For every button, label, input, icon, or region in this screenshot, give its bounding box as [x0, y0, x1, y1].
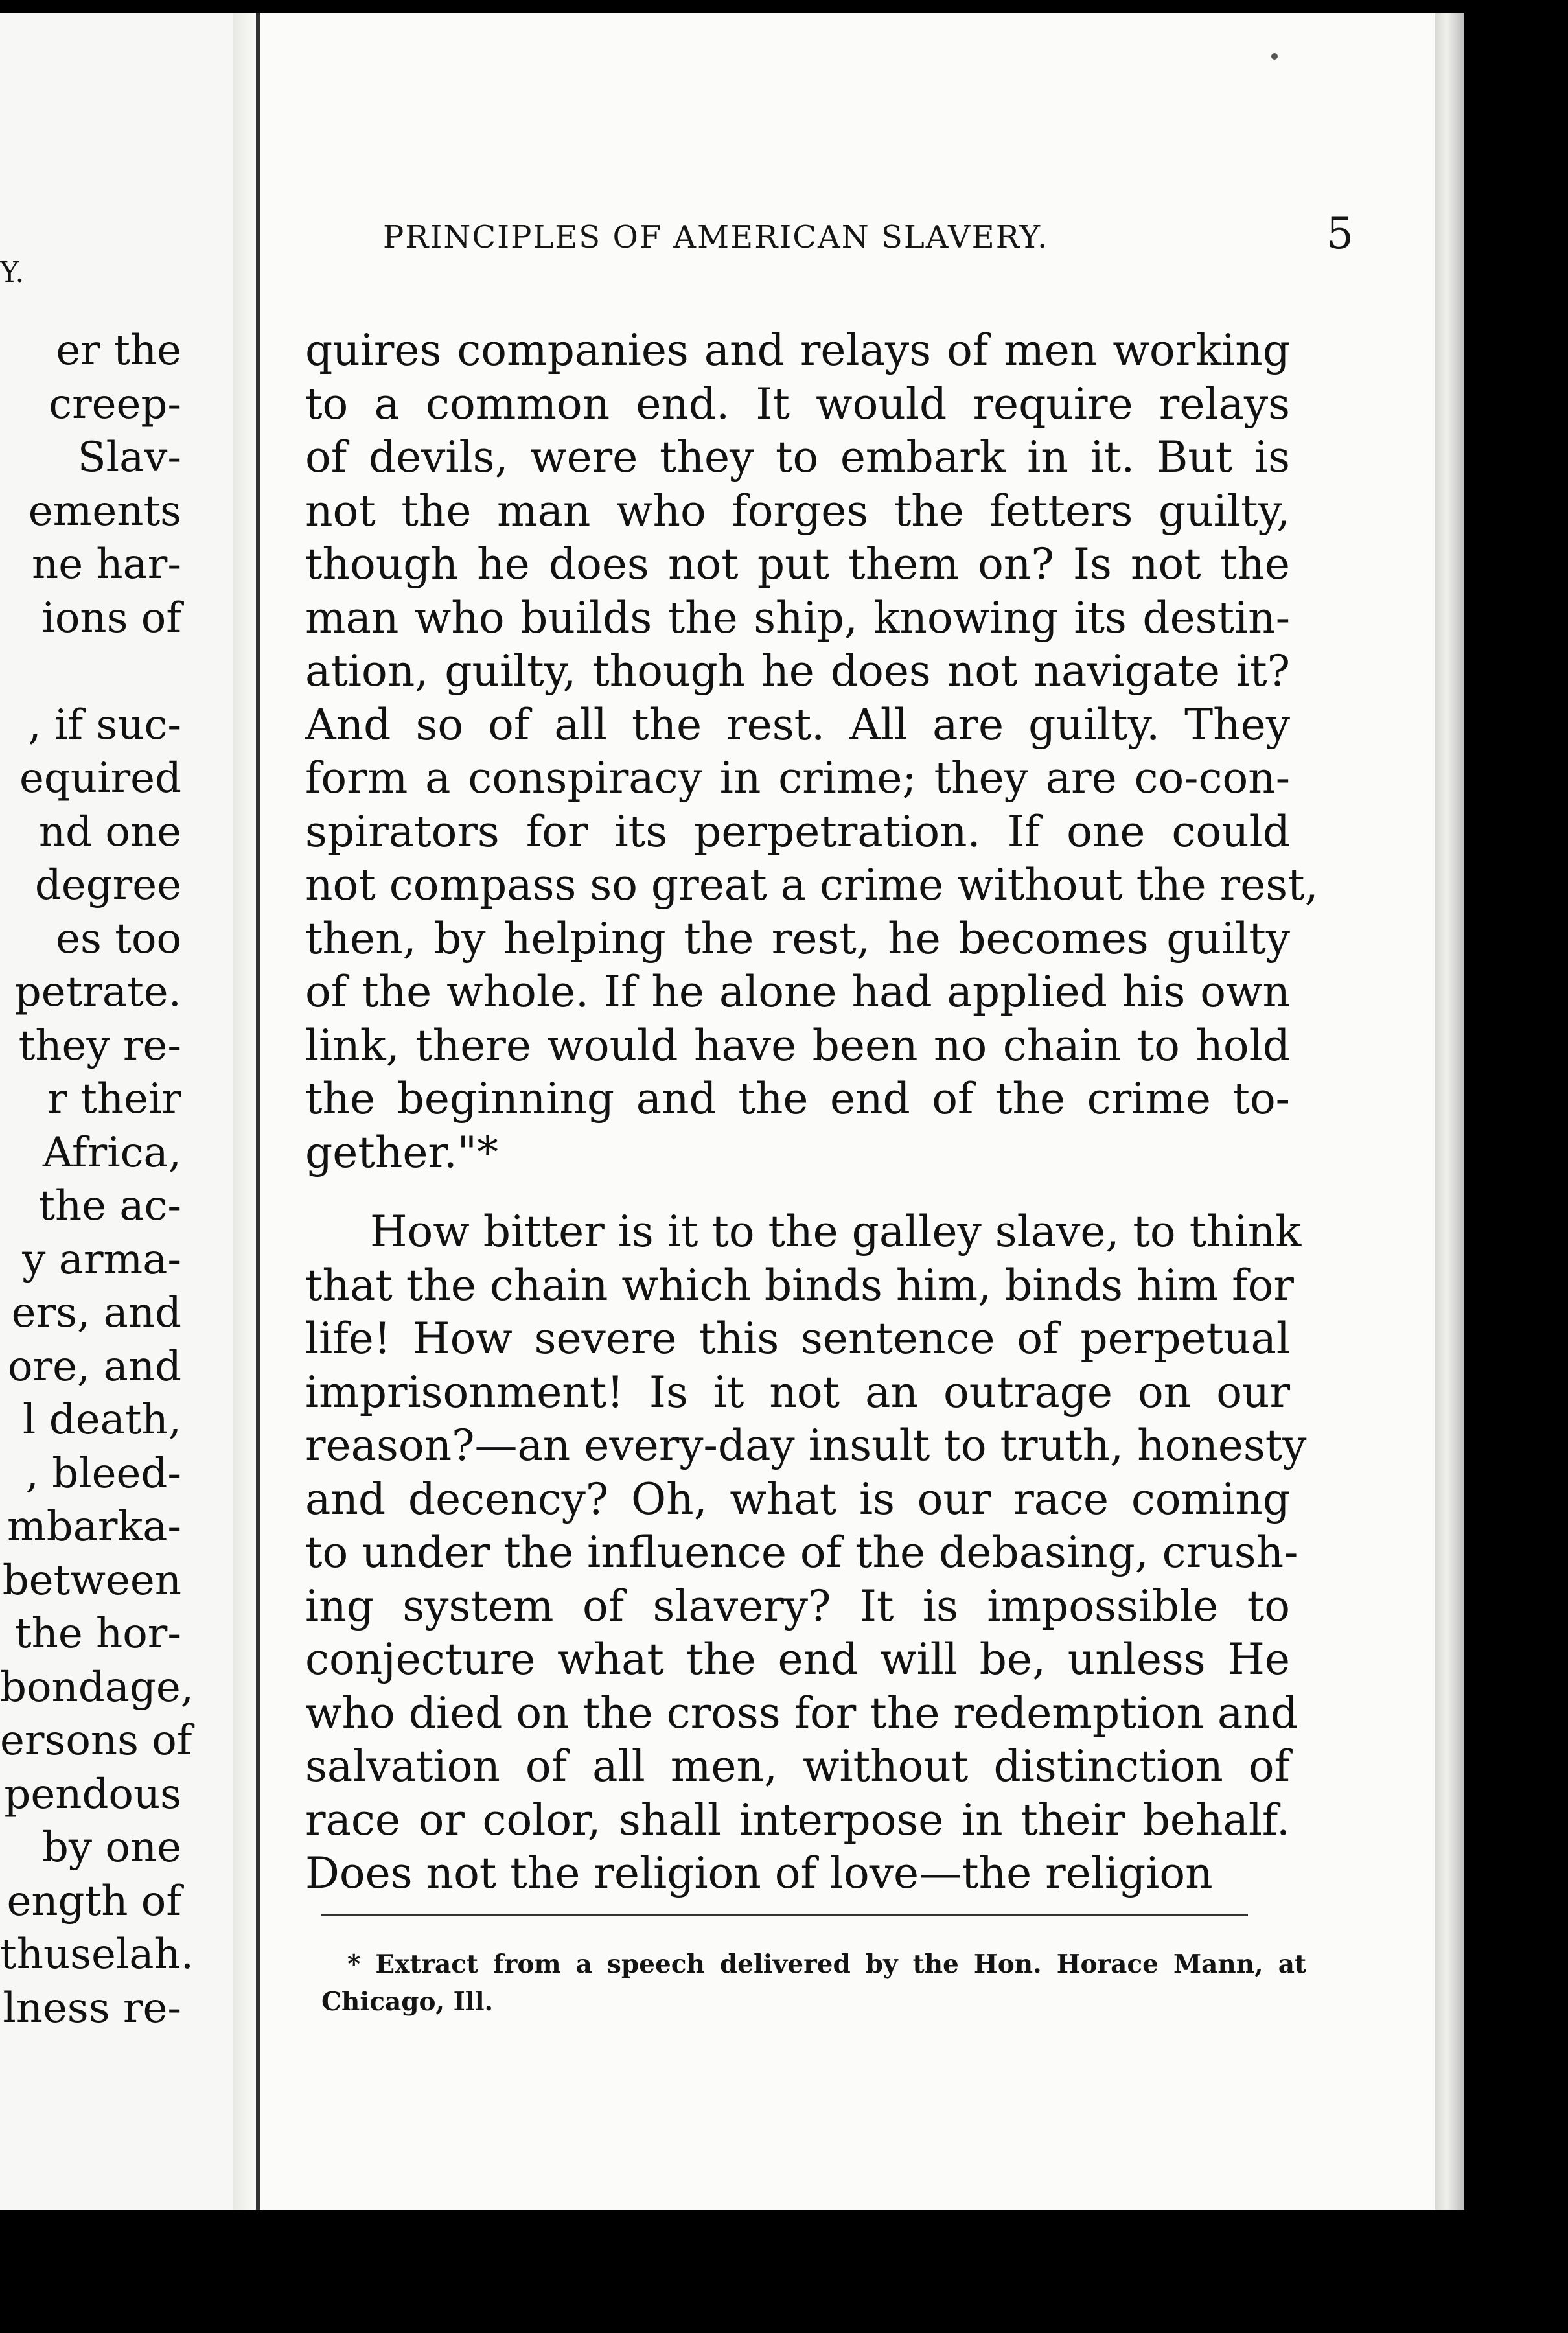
- previous-page-line: r their: [47, 1075, 181, 1123]
- text-line: to under the influence of the debasing, crush-: [305, 1527, 1298, 1577]
- previous-page-line: ength of: [6, 1877, 181, 1925]
- text-line: to a common end. It would require relays: [305, 378, 1290, 429]
- text-line: the beginning and the end of the crime to-: [305, 1074, 1290, 1124]
- previous-page-header: Y.: [0, 256, 25, 289]
- previous-page-line: they re-: [18, 1021, 181, 1070]
- previous-page-line: bondage,: [0, 1663, 194, 1712]
- previous-page-line: , bleed-: [25, 1449, 181, 1498]
- paragraph-1: [305, 324, 1319, 1179]
- previous-page-line: petrate.: [14, 968, 181, 1016]
- page-number: 5: [1326, 209, 1355, 259]
- previous-page-line: creep-: [49, 380, 181, 428]
- text-line: And so of all the rest. All are guilty. They: [305, 699, 1290, 750]
- text-line: of devils, were they to embark in it. But is: [305, 432, 1290, 482]
- previous-page-line: er the: [56, 327, 181, 375]
- previous-page-line: ore, and: [7, 1342, 181, 1391]
- text-line: conjecture what the end will be, unless He: [305, 1634, 1290, 1684]
- text-line: salvation of all men, without distinction of: [305, 1741, 1290, 1791]
- scan-speck: [1271, 53, 1278, 60]
- text-line: ing system of slavery? It is impossible to: [305, 1581, 1290, 1631]
- text-line: reason?—an every-day insult to truth, honesty: [305, 1421, 1307, 1470]
- text-line: though he does not put them on? Is not the: [305, 539, 1290, 589]
- previous-page-line: the ac-: [38, 1182, 181, 1230]
- previous-page-line: ions of: [41, 594, 181, 642]
- text-line: quires companies and relays of men working: [305, 325, 1290, 375]
- text-line: form a conspiracy in crime; they are co-con-: [305, 753, 1290, 803]
- previous-page-line: es too: [56, 914, 181, 963]
- previous-page-line: thuselah.: [0, 1931, 194, 1979]
- previous-page-line: the hor-: [14, 1610, 181, 1658]
- previous-page-line: ne har-: [31, 540, 181, 588]
- page-body: [305, 324, 1319, 1901]
- text-line: who died on the cross for the redemption and: [305, 1688, 1298, 1738]
- text-line: How bitter is it to the galley slave, to think: [370, 1207, 1302, 1257]
- text-line: not the man who forges the fetters guilty,: [305, 485, 1290, 536]
- previous-page-line: degree: [34, 861, 181, 909]
- text-line: imprisonment! Is it not an outrage on our: [305, 1367, 1290, 1417]
- previous-page-line: pendous: [4, 1770, 181, 1818]
- text-line: spirators for its perpetration. If one could: [305, 806, 1290, 857]
- text-line: then, by helping the rest, he becomes guilty: [305, 913, 1290, 964]
- text-line: Does not the religion of love—the religion: [305, 1848, 1213, 1898]
- previous-page-line: Slav-: [77, 434, 181, 482]
- previous-page-line: ements: [28, 487, 181, 535]
- text-line: link, there would have been no chain to hold: [305, 1020, 1290, 1071]
- text-line: that the chain which binds him, binds him for: [305, 1260, 1294, 1310]
- previous-page-line: y arma-: [22, 1235, 181, 1284]
- text-line: not compass so great a crime without the rest,: [305, 860, 1319, 910]
- previous-page-line: , if suc-: [28, 701, 181, 749]
- previous-page-line: l death,: [22, 1396, 181, 1444]
- previous-page-text: [0, 324, 194, 2035]
- footnote-line: Chicago, Ill.: [321, 1987, 494, 2017]
- text-line: man who builds the ship, knowing its destin-: [305, 592, 1290, 643]
- previous-page-line: ers, and: [11, 1289, 181, 1337]
- text-line: life! How severe this sentence of perpetual: [305, 1314, 1290, 1364]
- footnote-line: * Extract from a speech delivered by the Hon. Horace Mann, at: [347, 1949, 1306, 1979]
- current-page: [256, 13, 1439, 2210]
- running-head: [383, 209, 1355, 259]
- previous-page-line: Africa,: [42, 1128, 181, 1177]
- text-line: ation, guilty, though he does not navigate it?: [305, 646, 1290, 696]
- text-line: and decency? Oh, what is our race coming: [305, 1474, 1290, 1524]
- paragraph-2: [305, 1205, 1307, 1901]
- running-head-title: PRINCIPLES OF AMERICAN SLAVERY.: [383, 219, 1049, 255]
- previous-page-line: by one: [41, 1824, 181, 1872]
- previous-page-line: lness re-: [3, 1984, 181, 2032]
- text-line: gether."*: [305, 1127, 499, 1178]
- previous-page-line: mbarka-: [7, 1503, 181, 1551]
- previous-page-line: between: [2, 1556, 181, 1605]
- text-line: of the whole. If he alone had applied his own: [305, 967, 1290, 1017]
- previous-page-line: ersons of: [0, 1717, 192, 1765]
- previous-page-line: nd one: [38, 807, 181, 856]
- book-gutter: [233, 13, 256, 2210]
- previous-page-line: [0, 645, 181, 699]
- footnote: [321, 1945, 1306, 2021]
- page-edge: [1435, 13, 1464, 2210]
- previous-page-line: equired: [19, 754, 181, 802]
- footnote-rule: [321, 1914, 1248, 1916]
- text-line: race or color, shall interpose in their behalf.: [305, 1794, 1290, 1845]
